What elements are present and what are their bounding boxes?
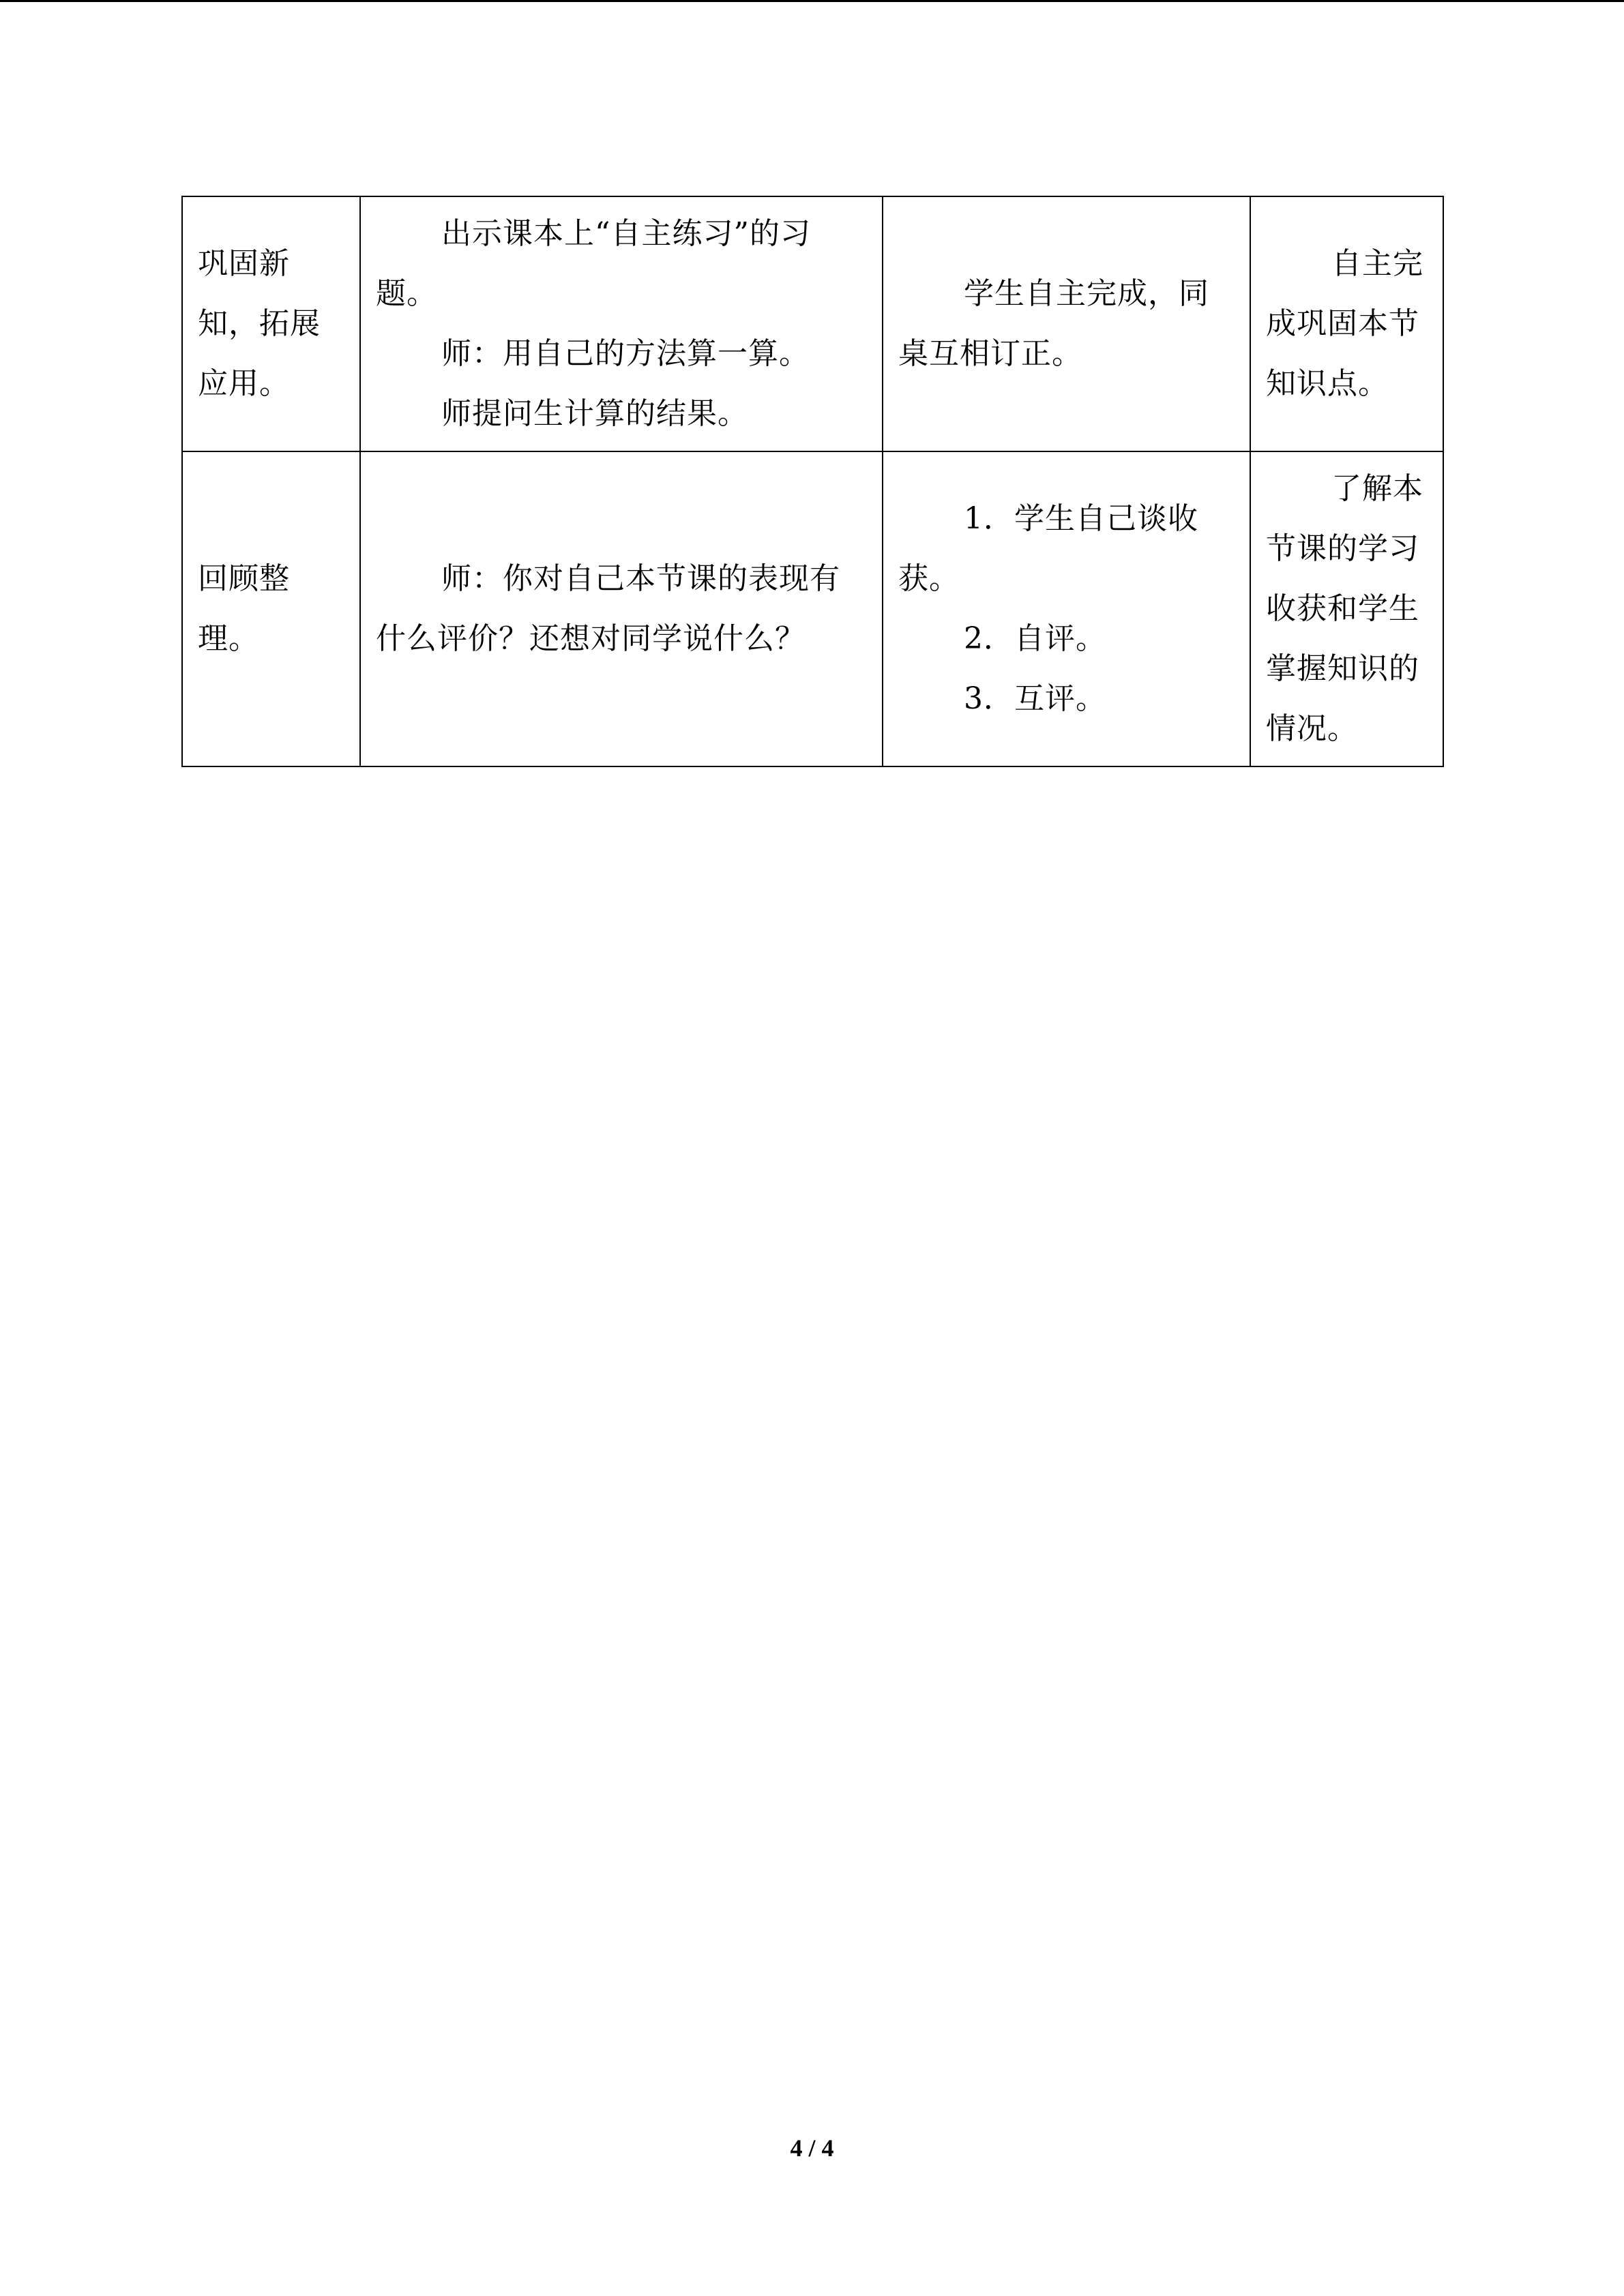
teacher-activity-cell bbox=[360, 451, 883, 766]
table-row bbox=[182, 196, 1443, 451]
stage-text: 回顾整理。 bbox=[198, 561, 290, 656]
design-intent-cell bbox=[1250, 196, 1443, 451]
stage-cell bbox=[182, 196, 360, 451]
teacher-activity-line: 出示课本上“自主练习”的习题。 bbox=[376, 216, 811, 311]
student-activity-cell bbox=[883, 451, 1250, 766]
design-intent-text: 自主完成巩固本节知识点。 bbox=[1266, 246, 1423, 401]
design-intent-cell bbox=[1250, 451, 1443, 766]
student-activity-line: 学生自主完成，同桌互相订正。 bbox=[898, 276, 1209, 371]
stage-text: 巩固新知，拓展应用。 bbox=[198, 246, 321, 401]
teacher-activity-line: 师：用自己的方法算一算。 bbox=[441, 336, 810, 371]
student-activity-line: 3．互评。 bbox=[964, 681, 1106, 716]
top-border-line bbox=[0, 0, 1624, 2]
student-activity-cell bbox=[883, 196, 1250, 451]
student-activity-line: 1．学生自己谈收获。 bbox=[898, 501, 1198, 596]
stage-cell bbox=[182, 451, 360, 766]
table-row bbox=[182, 451, 1443, 766]
page-number: 4 / 4 bbox=[790, 2134, 834, 2162]
design-intent-text: 了解本节课的学习收获和学生掌握知识的情况。 bbox=[1266, 471, 1423, 746]
teacher-activity-line: 师：你对自己本节课的表现有什么评价？还想对同学说什么？ bbox=[376, 561, 840, 656]
teacher-activity-cell bbox=[360, 196, 883, 451]
lesson-plan-table bbox=[181, 196, 1444, 767]
student-activity-line: 2．自评。 bbox=[964, 621, 1106, 656]
teacher-activity-line: 师提问生计算的结果。 bbox=[441, 396, 748, 431]
